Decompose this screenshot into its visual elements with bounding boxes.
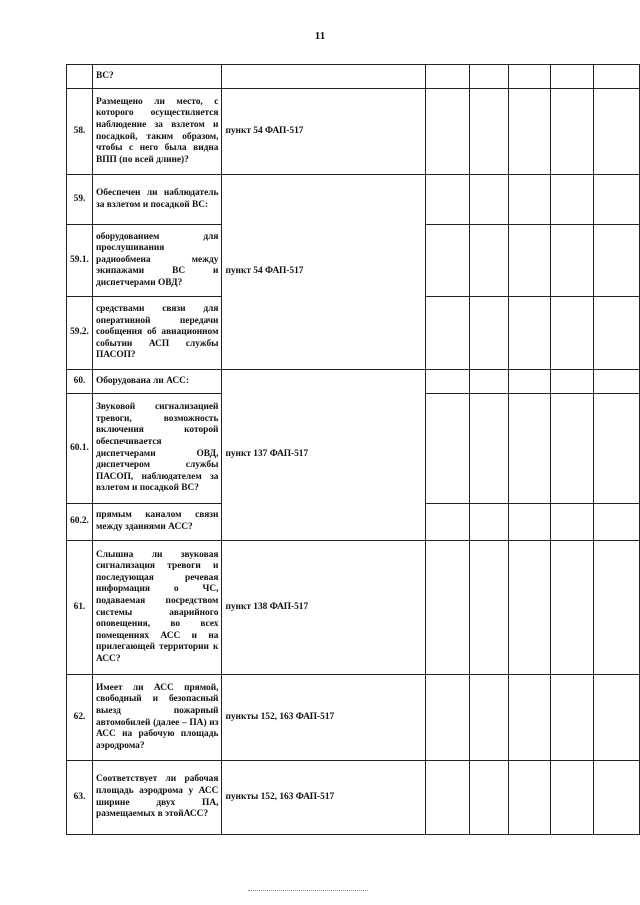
answer-cell [551, 370, 594, 394]
row-number: 60.2. [67, 504, 93, 541]
answer-cell [509, 541, 551, 675]
answer-cell [594, 89, 640, 175]
answer-cell [469, 65, 508, 89]
answer-cell [551, 89, 594, 175]
answer-cell [594, 675, 640, 761]
question-cell: Звуковой сигнализацией тревоги, возможность включения которой обеспечивается диспетчерами ОВД, диспетчером службы ПАСОП, наблюдателем за взлетом и посадкой ВС? [92, 394, 221, 504]
answer-cell [426, 65, 470, 89]
answer-cell [469, 761, 508, 835]
answer-cell [509, 297, 551, 370]
question-cell: Размещено ли место, с которого осуществляется наблюдение за взлетом и посадкой, таким образом, чтобы с него была видна ВПП (по всей длине)? [92, 89, 221, 175]
question-cell: Оборудована ли АСС: [92, 370, 221, 394]
answer-cell [594, 394, 640, 504]
checklist-table [66, 64, 640, 835]
reference-cell: пункт 137 ФАП-517 [222, 370, 426, 541]
answer-cell [594, 370, 640, 394]
answer-cell [426, 761, 470, 835]
answer-cell [469, 675, 508, 761]
row-number: 58. [67, 89, 93, 175]
row-number: 60. [67, 370, 93, 394]
answer-cell [426, 541, 470, 675]
answer-cell [551, 297, 594, 370]
question-cell: Обеспечен ли наблюдатель за взлетом и посадкой ВС: [92, 175, 221, 225]
answer-cell [426, 504, 470, 541]
answer-cell [469, 370, 508, 394]
page-number: 11 [314, 30, 326, 42]
answer-cell [469, 89, 508, 175]
answer-cell [594, 225, 640, 297]
reference-cell: пункты 152, 163 ФАП-517 [222, 675, 426, 761]
answer-cell [509, 761, 551, 835]
answer-cell [551, 761, 594, 835]
row-number: 59.2. [67, 297, 93, 370]
footer-rule [248, 890, 368, 891]
answer-cell [594, 541, 640, 675]
answer-cell [594, 297, 640, 370]
reference-cell: пункт 54 ФАП-517 [222, 175, 426, 370]
row-number [67, 65, 93, 89]
answer-cell [426, 675, 470, 761]
answer-cell [469, 504, 508, 541]
row-number: 59. [67, 175, 93, 225]
reference-cell [222, 65, 426, 89]
reference-cell: пункт 54 ФАП-517 [222, 89, 426, 175]
answer-cell [594, 65, 640, 89]
row-number: 62. [67, 675, 93, 761]
reference-cell: пункты 152, 163 ФАП-517 [222, 761, 426, 835]
answer-cell [426, 225, 470, 297]
answer-cell [551, 541, 594, 675]
table-row [67, 175, 640, 225]
answer-cell [469, 394, 508, 504]
answer-cell [594, 504, 640, 541]
table-row [67, 675, 640, 761]
answer-cell [551, 225, 594, 297]
answer-cell [509, 394, 551, 504]
answer-cell [509, 225, 551, 297]
answer-cell [551, 504, 594, 541]
answer-cell [509, 65, 551, 89]
question-cell: средствами связи для оперативной передачи сообщения об авиационном событии АСП службы ПАСОП? [92, 297, 221, 370]
answer-cell [426, 89, 470, 175]
question-cell: Слышна ли звуковая сигнализация тревоги и последующая речевая информация о ЧС, подаваемая посредством системы аварийного оповещения, во всех помещениях АСС и на прилегающей территории к АСС? [92, 541, 221, 675]
answer-cell [551, 65, 594, 89]
answer-cell [594, 175, 640, 225]
table-row [67, 541, 640, 675]
answer-cell [426, 175, 470, 225]
row-number: 60.1. [67, 394, 93, 504]
question-cell: Соответствует ли рабочая площадь аэродрома у АСС ширине двух ПА, размещаемых в этойАСС? [92, 761, 221, 835]
question-cell: оборудованием для прослушивания радиообмена между экипажами ВС и диспетчерами ОВД? [92, 225, 221, 297]
row-number: 63. [67, 761, 93, 835]
table-row [67, 370, 640, 394]
answer-cell [509, 175, 551, 225]
row-number: 61. [67, 541, 93, 675]
answer-cell [509, 370, 551, 394]
table-row [67, 65, 640, 89]
question-cell: Имеет ли АСС прямой, свободный и безопасный выезд пожарный автомобилей (далее – ПА) из АСС на рабочую площадь аэродрома? [92, 675, 221, 761]
answer-cell [469, 541, 508, 675]
question-cell: прямым каналом связи между зданиями АСС? [92, 504, 221, 541]
answer-cell [469, 175, 508, 225]
question-cell: ВС? [92, 65, 221, 89]
answer-cell [509, 675, 551, 761]
answer-cell [509, 89, 551, 175]
answer-cell [509, 504, 551, 541]
reference-cell: пункт 138 ФАП-517 [222, 541, 426, 675]
answer-cell [551, 675, 594, 761]
answer-cell [426, 394, 470, 504]
answer-cell [594, 761, 640, 835]
table-row [67, 761, 640, 835]
answer-cell [469, 225, 508, 297]
answer-cell [551, 394, 594, 504]
answer-cell [469, 297, 508, 370]
row-number: 59.1. [67, 225, 93, 297]
answer-cell [426, 297, 470, 370]
answer-cell [426, 370, 470, 394]
table-row [67, 89, 640, 175]
answer-cell [551, 175, 594, 225]
